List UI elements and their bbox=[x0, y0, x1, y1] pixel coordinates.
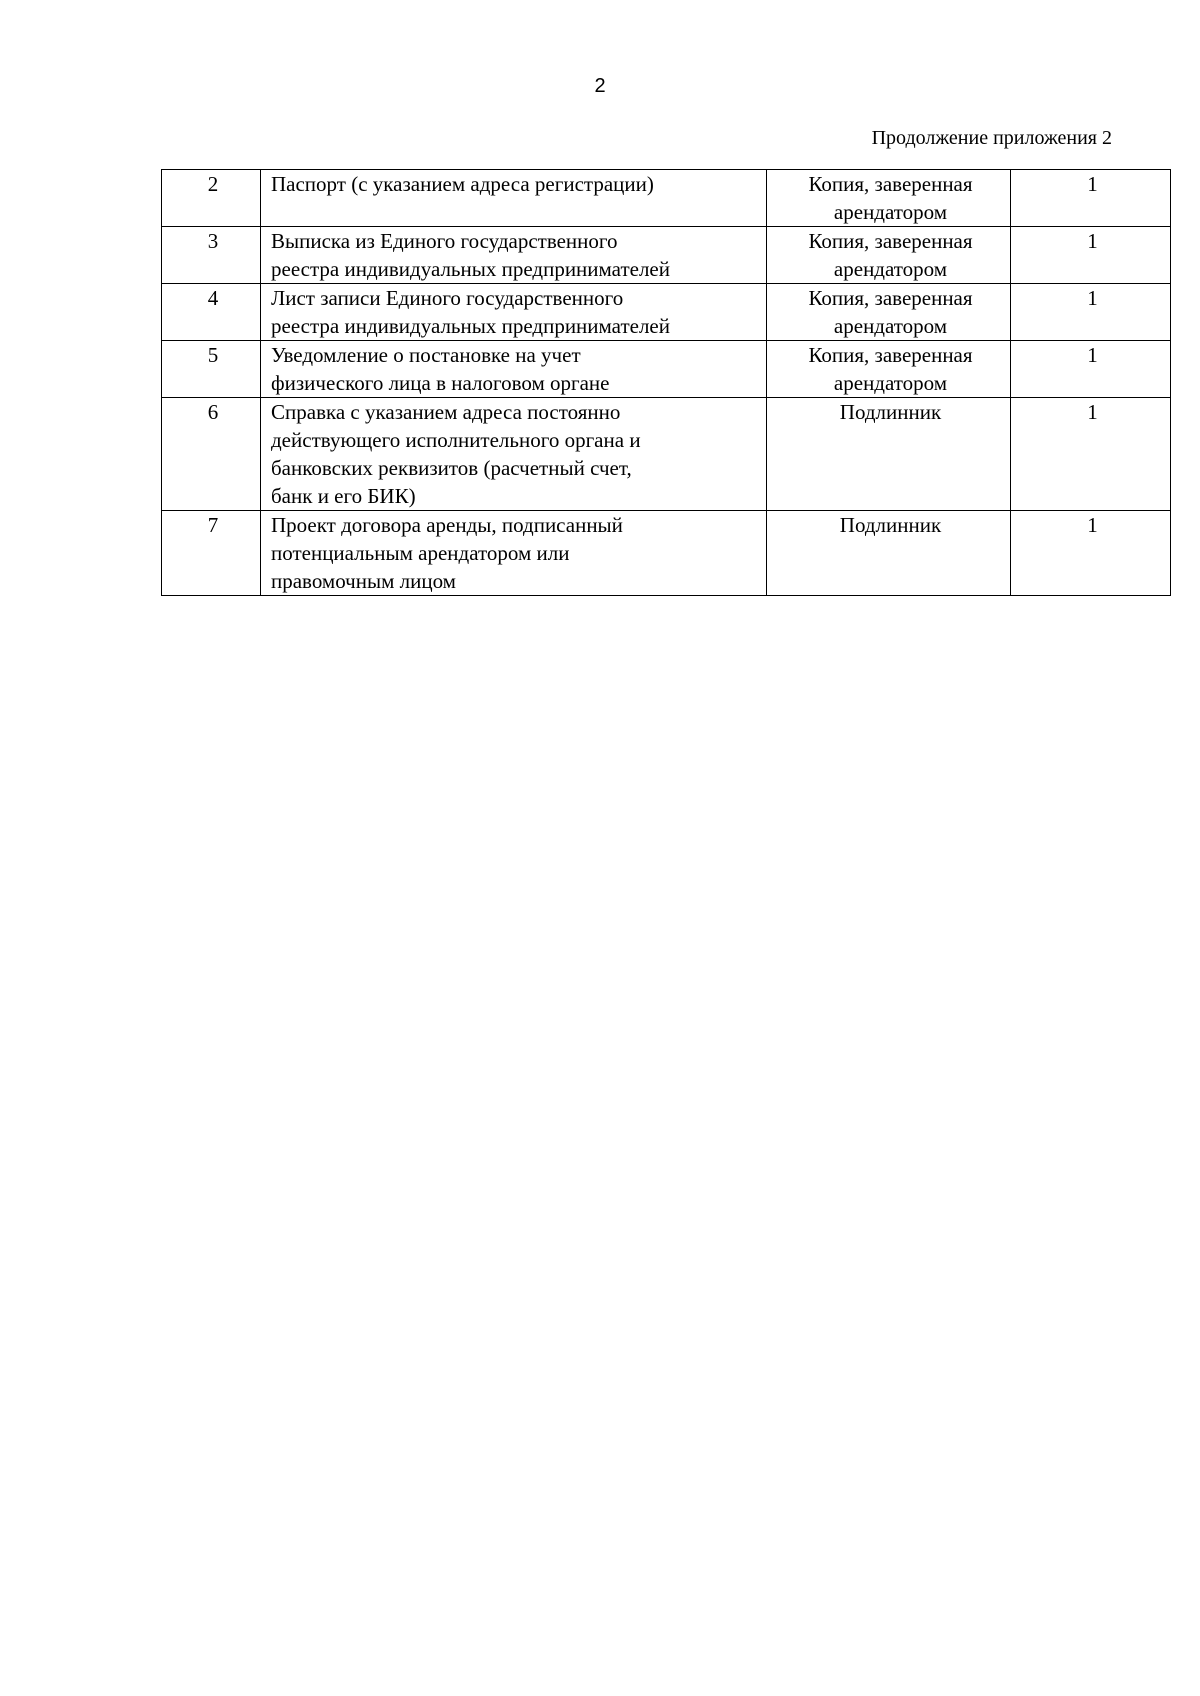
document-form: Копия, заверенная арендатором bbox=[808, 172, 973, 224]
document-form-cell bbox=[767, 284, 1011, 341]
table-row bbox=[162, 170, 1171, 227]
document-name: Лист записи Единого государственного реестра индивидуальных предпринимателей bbox=[271, 286, 670, 338]
document-form: Копия, заверенная арендатором bbox=[808, 343, 973, 395]
document-name: Паспорт (с указанием адреса регистрации) bbox=[271, 172, 654, 196]
table-row bbox=[162, 227, 1171, 284]
document-name: Проект договора аренды, подписанный потенциальным арендатором или правомочным лицом bbox=[271, 513, 623, 593]
document-form-cell bbox=[767, 511, 1011, 596]
row-number: 5 bbox=[207, 343, 219, 367]
document-name-cell bbox=[261, 170, 767, 227]
table-row bbox=[162, 341, 1171, 398]
row-number-cell bbox=[162, 284, 261, 341]
document-quantity-cell bbox=[1011, 398, 1171, 511]
document-quantity: 1 bbox=[1087, 513, 1098, 537]
row-number-cell bbox=[162, 227, 261, 284]
table-row bbox=[162, 284, 1171, 341]
table-row bbox=[162, 398, 1171, 511]
document-form-cell bbox=[767, 227, 1011, 284]
document-quantity: 1 bbox=[1087, 229, 1098, 253]
documents-table-body bbox=[162, 170, 1171, 596]
documents-table bbox=[161, 169, 1171, 596]
document-form-cell bbox=[767, 398, 1011, 511]
row-number: 7 bbox=[207, 513, 219, 537]
table-row bbox=[162, 511, 1171, 596]
document-quantity-cell bbox=[1011, 341, 1171, 398]
row-number-cell bbox=[162, 511, 261, 596]
document-name-cell bbox=[261, 511, 767, 596]
document-quantity-cell bbox=[1011, 284, 1171, 341]
document-name: Уведомление о постановке на учет физического лица в налоговом органе bbox=[271, 343, 610, 395]
document-quantity-cell bbox=[1011, 170, 1171, 227]
document-quantity: 1 bbox=[1087, 172, 1098, 196]
row-number-cell bbox=[162, 170, 261, 227]
document-quantity-cell bbox=[1011, 227, 1171, 284]
row-number-cell bbox=[162, 398, 261, 511]
document-form-cell bbox=[767, 341, 1011, 398]
document-name: Выписка из Единого государственного реестра индивидуальных предпринимателей bbox=[271, 229, 670, 281]
document-quantity: 1 bbox=[1087, 400, 1098, 424]
document-form: Копия, заверенная арендатором bbox=[808, 229, 973, 281]
document-name-cell bbox=[261, 227, 767, 284]
row-number: 4 bbox=[207, 286, 219, 310]
document-quantity: 1 bbox=[1087, 286, 1098, 310]
row-number: 3 bbox=[207, 229, 219, 253]
document-form-cell bbox=[767, 170, 1011, 227]
row-number-cell bbox=[162, 341, 261, 398]
row-number: 2 bbox=[207, 172, 219, 196]
document-form: Копия, заверенная арендатором bbox=[808, 286, 973, 338]
document-name-cell bbox=[261, 398, 767, 511]
document-quantity: 1 bbox=[1087, 343, 1098, 367]
document-quantity-cell bbox=[1011, 511, 1171, 596]
row-number: 6 bbox=[207, 400, 219, 424]
document-form: Подлинник bbox=[839, 400, 942, 424]
document-name-cell bbox=[261, 284, 767, 341]
document-name-cell bbox=[261, 341, 767, 398]
document-name: Справка с указанием адреса постоянно действующего исполнительного органа и банковских реквизитов (расчетный счет, банк и его БИК) bbox=[271, 400, 641, 508]
page-number: 2 bbox=[594, 75, 606, 97]
appendix-continuation-note: Продолжение приложения 2 bbox=[871, 127, 1112, 149]
document-form: Подлинник bbox=[839, 513, 942, 537]
